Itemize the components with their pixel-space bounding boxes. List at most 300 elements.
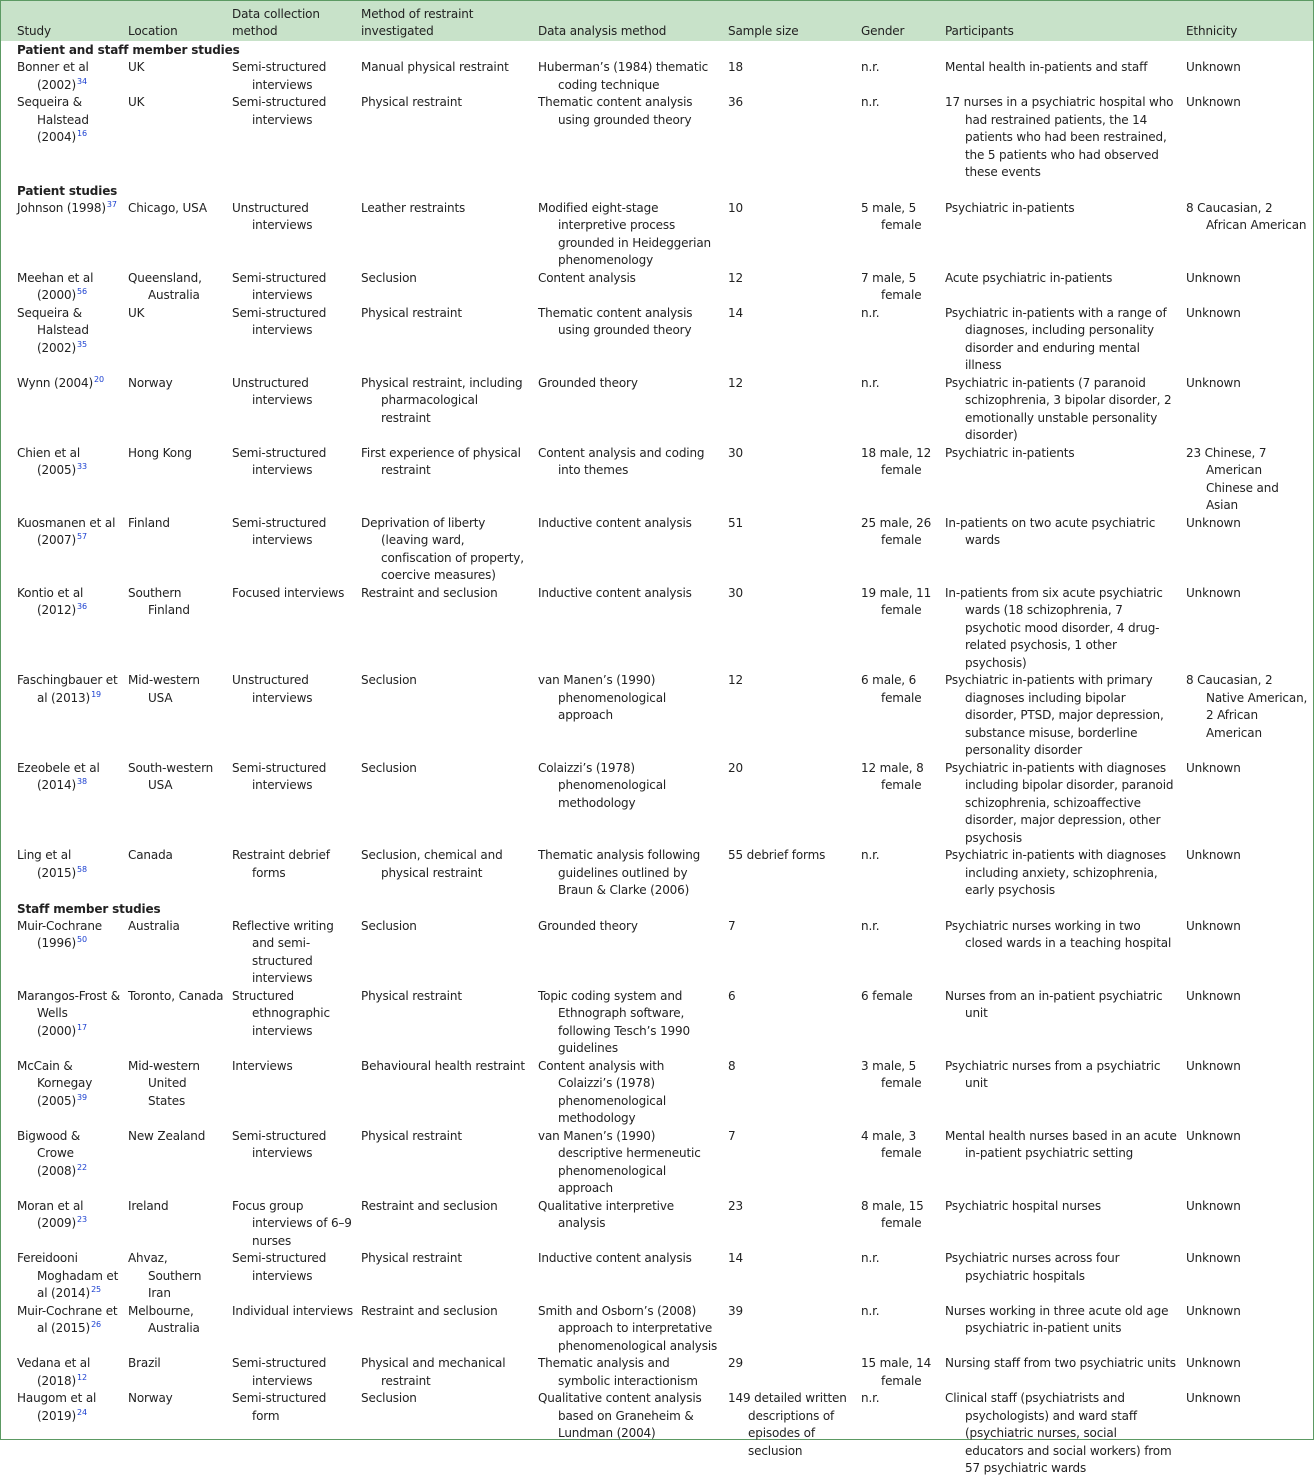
cell-collection [228,375,357,445]
cell-text: Ireland [128,1198,169,1213]
table-row [1,760,1313,848]
col-header-ethnicity: Ethnicity [1186,24,1238,38]
cell-restraint [357,1250,534,1303]
cell-analysis [534,847,724,900]
cell-text: Semi-structured interviews [232,95,327,127]
cell-sample [724,1058,857,1128]
cell-text: 7 [728,1128,736,1143]
cell-gender [857,1250,941,1303]
cell-text: Restraint and seclusion [361,1303,498,1318]
reference-link[interactable]: 35 [77,339,87,349]
cell-participants [941,200,1182,270]
cell-text: Semi-structured interviews [232,1356,327,1388]
table-row [1,672,1313,760]
cell-location [124,918,228,988]
cell-location [124,1355,228,1390]
cell-sample [724,270,857,305]
study-name: Johnson (1998) [17,200,106,215]
cell-text [17,1390,120,1425]
table-row [1,270,1313,305]
reference-link[interactable]: 36 [77,602,87,611]
cell-participants [941,445,1182,515]
cell-participants [941,760,1182,848]
cell-analysis [534,1355,724,1390]
cell-study [1,94,124,182]
cell-gender [857,1198,941,1251]
cell-location [124,59,228,94]
cell-text: Physical restraint, including pharmacological restraint [361,375,523,425]
cell-study [1,1303,124,1356]
cell-text: Thematic content analysis using grounded theory [538,95,693,127]
cell-study [1,1250,124,1303]
study-name: Kuosmanen et al (2007) [17,515,116,547]
cell-location [124,988,228,1058]
study-name: Faschingbauer et al (2013) [17,673,118,705]
cell-text: 10 [728,200,743,215]
table-row [1,305,1313,375]
studies-table [1,1,1313,1478]
cell-text: Psychiatric nurses working in two closed wards in a teaching hospital [945,918,1172,950]
cell-gender [857,1128,941,1198]
cell-study [1,1058,124,1128]
cell-text [17,305,120,358]
cell-participants [941,988,1182,1058]
table-row [1,1390,1313,1478]
cell-collection [228,847,357,900]
cell-text: Structured ethnographic interviews [232,988,330,1038]
cell-restraint [357,988,534,1058]
cell-location [124,847,228,900]
study-name: Fereidooni Moghadam et al (2014) [17,1251,119,1300]
study-name: Haugom et al (2019) [17,1391,97,1423]
table-row [1,200,1313,270]
table-row [1,445,1313,515]
cell-text [17,918,120,953]
cell-analysis [534,515,724,585]
cell-restraint [357,1303,534,1356]
cell-sample [724,672,857,760]
cell-location [124,515,228,585]
cell-text: Unknown [1186,1251,1241,1265]
cell-sample [724,515,857,585]
cell-collection [228,515,357,585]
cell-collection [228,305,357,375]
cell-collection [228,1355,357,1390]
cell-participants [941,672,1182,760]
cell-text: Content analysis with Colaizzi’s (1978) phenomenological methodology [538,1058,667,1125]
cell-collection [228,760,357,848]
cell-participants [941,1128,1182,1198]
reference-link[interactable]: 25 [91,1285,101,1294]
cell-analysis [534,1390,724,1478]
cell-analysis [534,760,724,848]
cell-gender [857,1390,941,1478]
cell-location [124,585,228,673]
cell-text: 25 male, 26 female [861,515,932,547]
cell-gender [857,94,941,182]
cell-restraint [357,515,534,585]
study-name: Sequeira & Halstead (2002) [17,305,89,355]
cell-sample [724,59,857,94]
cell-participants [941,1250,1182,1303]
cell-gender [857,375,941,445]
cell-ethnicity [1182,1250,1313,1303]
cell-location [124,672,228,760]
cell-restraint [357,918,534,988]
cell-gender [857,445,941,515]
col-header-study: Study [17,24,51,38]
study-name: Bigwood & Crowe (2008) [17,1128,81,1178]
cell-study [1,200,124,270]
reference-link[interactable]: 57 [77,532,87,541]
cell-collection [228,1198,357,1251]
cell-sample [724,1198,857,1251]
cell-collection [228,1250,357,1303]
cell-analysis [534,375,724,445]
cell-text: Restraint debrief forms [232,848,330,880]
cell-text: Manual physical restraint [361,60,509,74]
cell-text: Interviews [232,1058,293,1073]
cell-participants [941,847,1182,900]
study-name: Ezeobele et al (2014) [17,760,100,792]
cell-text: South-western USA [128,760,214,792]
cell-text: Queensland, Australia [128,270,202,302]
cell-gender [857,515,941,585]
cell-collection [228,94,357,182]
cell-text: Psychiatric in-patients with diagnoses including bipolar disorder, paranoid schizophrenia, schizoaffective disorder, major depression, other psychosis [945,760,1174,845]
reference-link[interactable]: 33 [77,462,87,471]
cell-ethnicity [1182,1198,1313,1251]
cell-text [17,1355,120,1390]
cell-participants [941,1390,1182,1478]
reference-link[interactable]: 37 [106,199,117,209]
cell-text: Southern Finland [128,585,190,617]
cell-ethnicity [1182,200,1313,270]
study-name: Meehan et al (2000) [17,270,94,302]
cell-restraint [357,1390,534,1478]
cell-text: 23 Chinese, 7 American Chinese and Asian [1186,445,1279,512]
cell-text: n.r. [861,918,880,933]
cell-ethnicity [1182,585,1313,673]
cell-ethnicity [1182,918,1313,988]
cell-collection [228,445,357,515]
cell-participants [941,515,1182,585]
cell-text: 12 [728,375,743,390]
cell-ethnicity [1182,305,1313,375]
cell-gender [857,918,941,988]
cell-collection [228,1128,357,1198]
table-row [1,94,1313,182]
cell-text: Focused interviews [232,585,345,600]
cell-text: Physical restraint [361,305,462,320]
cell-text: Reflective writing and semi-structured interviews [232,918,334,985]
cell-text: Unknown [1186,270,1241,285]
cell-text: 17 nurses in a psychiatric hospital who had restrained patients, the 14 patients who had been restrained, the 5 patients who had observed these events [945,95,1174,179]
cell-text: Unknown [1186,1058,1241,1073]
cell-text: Inductive content analysis [538,1251,692,1265]
cell-text: Seclusion [361,270,417,285]
cell-study [1,515,124,585]
cell-text: Deprivation of liberty (leaving ward, confiscation of property, coercive measures) [361,515,524,582]
cell-text: Unknown [1186,760,1241,775]
cell-text [17,988,120,1041]
cell-text: Acute psychiatric in-patients [945,270,1113,285]
cell-text: Focus group interviews of 6–9 nurses [232,1198,352,1248]
cell-sample [724,375,857,445]
cell-text: In-patients from six acute psychiatric wards (18 schizophrenia, 7 psychotic mood disorder, 4 drug-related psychosis, 1 other psychosis) [945,585,1163,670]
cell-text: 8 Caucasian, 2 Native American, 2 African American [1186,673,1308,740]
cell-sample [724,1303,857,1356]
cell-restraint [357,1058,534,1128]
cell-restraint [357,672,534,760]
cell-text [17,375,120,393]
cell-collection [228,1303,357,1356]
reference-link[interactable]: 34 [77,76,87,86]
cell-text: Clinical staff (psychiatrists and psychologists) and ward staff (psychiatric nurses, social educators and social workers) from 57 psychiatric wards [945,1391,1172,1475]
table-row [1,918,1313,988]
col-header-collection: Data collection method [232,7,320,38]
cell-text: Semi-structured interviews [232,515,327,547]
cell-gender [857,988,941,1058]
cell-text [17,847,120,882]
cell-text: Psychiatric nurses from a psychiatric unit [945,1058,1161,1090]
cell-text: 8 Caucasian, 2 African American [1186,200,1307,232]
cell-location [124,200,228,270]
cell-text: Smith and Osborn’s (2008) approach to interpretative phenomenological analysis [538,1303,718,1353]
section-title: Patient and staff member studies [17,43,240,57]
table-row [1,988,1313,1058]
cell-text: 149 detailed written descriptions of episodes of seclusion [728,1391,847,1458]
cell-analysis [534,672,724,760]
cell-sample [724,1390,857,1478]
cell-sample [724,445,857,515]
cell-text: Physical restraint [361,1128,462,1143]
cell-ethnicity [1182,847,1313,900]
reference-link[interactable]: 19 [91,689,101,699]
cell-analysis [534,200,724,270]
cell-text: UK [128,95,145,109]
study-name: Ling et al (2015) [17,848,77,880]
reference-link[interactable]: 16 [77,129,87,138]
cell-ethnicity [1182,59,1313,94]
cell-sample [724,918,857,988]
study-name: Muir-Cochrane (1996) [17,918,103,950]
cell-study [1,760,124,848]
cell-text [17,515,120,550]
cell-location [124,1058,228,1128]
study-name: Kontio et al (2012) [17,585,84,617]
section-header-row [1,41,1313,59]
cell-text: Unknown [1186,585,1241,600]
cell-participants [941,305,1182,375]
cell-participants [941,585,1182,673]
cell-text: 12 [728,673,743,687]
cell-text: 7 [728,918,736,933]
cell-participants [941,1303,1182,1356]
cell-text: 30 [728,585,743,600]
cell-study [1,585,124,673]
reference-link[interactable]: 58 [77,864,87,874]
cell-text: Colaizzi’s (1978) phenomenological methodology [538,760,667,810]
reference-link[interactable]: 12 [77,1372,87,1382]
cell-text: Mental health nurses based in an acute in-patient psychiatric setting [945,1128,1177,1160]
cell-text: Norway [128,1391,173,1405]
table-row [1,515,1313,585]
cell-text: In-patients on two acute psychiatric wards [945,515,1156,547]
reference-link[interactable]: 22 [77,1162,87,1172]
table-row [1,585,1313,673]
cell-collection [228,200,357,270]
reference-link[interactable]: 23 [77,1215,87,1224]
cell-text [17,94,120,147]
cell-text: van Manen’s (1990) phenomenological approach [538,673,667,722]
cell-text: Semi-structured interviews [232,1128,327,1160]
cell-text: 8 male, 15 female [861,1198,924,1230]
table-row [1,1303,1313,1356]
cell-restraint [357,1198,534,1251]
study-name: McCain & Kornegay (2005) [17,1058,93,1108]
cell-analysis [534,445,724,515]
cell-text: Psychiatric in-patients with a range of diagnoses, including personality disorder and enduring mental illness [945,305,1167,372]
cell-collection [228,918,357,988]
cell-text: Unstructured interviews [232,200,313,232]
reference-link[interactable]: 24 [77,1407,87,1417]
cell-sample [724,585,857,673]
cell-gender [857,200,941,270]
cell-location [124,1303,228,1356]
reference-link[interactable]: 38 [77,777,87,786]
cell-text: Mid-western United States [128,1058,200,1108]
cell-analysis [534,94,724,182]
study-name: Wynn (2004) [17,375,94,390]
section-title: Staff member studies [17,901,161,916]
cell-ethnicity [1182,445,1313,515]
cell-sample [724,760,857,848]
cell-text: Restraint and seclusion [361,585,498,600]
cell-text: van Manen’s (1990) descriptive hermeneutic phenomenological approach [538,1128,701,1195]
reference-link[interactable]: 50 [77,935,87,944]
cell-collection [228,270,357,305]
cell-text: Unknown [1186,1356,1241,1370]
cell-analysis [534,585,724,673]
cell-text [17,585,120,620]
cell-analysis [534,918,724,988]
cell-collection [228,1058,357,1128]
section-header-row [1,900,1313,918]
cell-text: 5 male, 5 female [861,200,922,232]
cell-text: Toronto, Canada [128,988,224,1003]
cell-participants [941,1198,1182,1251]
cell-sample [724,200,857,270]
table-row [1,1355,1313,1390]
cell-text [17,1058,120,1111]
cell-sample [724,1128,857,1198]
cell-study [1,988,124,1058]
col-header-sample: Sample size [728,24,799,38]
cell-text: Qualitative content analysis based on Graneheim & Lundman (2004) [538,1391,702,1440]
cell-text: Physical restraint [361,988,462,1003]
cell-text: 29 [728,1356,743,1370]
cell-restraint [357,305,534,375]
cell-ethnicity [1182,1303,1313,1356]
cell-gender [857,847,941,900]
cell-study [1,1198,124,1251]
cell-text: Canada [128,848,173,862]
cell-text: UK [128,60,145,74]
cell-text: 6 female [861,988,913,1003]
cell-text: Seclusion [361,673,417,687]
cell-participants [941,918,1182,988]
col-header-gender: Gender [861,24,905,38]
cell-text: Semi-structured interviews [232,1251,327,1283]
cell-location [124,445,228,515]
cell-text: Psychiatric hospital nurses [945,1198,1101,1213]
reference-link[interactable]: 20 [94,374,104,384]
cell-ethnicity [1182,270,1313,305]
reference-link[interactable]: 17 [77,1022,87,1032]
cell-text: Psychiatric nurses across four psychiatric hospitals [945,1251,1120,1283]
cell-study [1,270,124,305]
table-row [1,847,1313,900]
col-header-participants: Participants [945,24,1014,38]
cell-text [17,760,120,795]
cell-restraint [357,94,534,182]
cell-text: 6 [728,988,736,1003]
cell-location [124,94,228,182]
cell-text: Restraint and seclusion [361,1198,498,1213]
section-title: Patient studies [17,183,118,198]
cell-text: Seclusion, chemical and physical restraint [361,848,503,880]
cell-text: Inductive content analysis [538,585,692,600]
cell-ethnicity [1182,988,1313,1058]
header-row [1,1,1313,41]
cell-text: New Zealand [128,1128,206,1143]
reference-link[interactable]: 56 [77,287,87,296]
cell-text: First experience of physical restraint [361,445,521,477]
cell-text: Unknown [1186,515,1241,530]
cell-location [124,1128,228,1198]
cell-text: Content analysis [538,270,636,285]
cell-location [124,1390,228,1478]
cell-text: n.r. [861,848,880,862]
section-header-row [1,182,1313,200]
cell-sample [724,1250,857,1303]
table-row [1,1058,1313,1128]
cell-text: Melbourne, Australia [128,1303,200,1335]
table-row [1,59,1313,94]
cell-text: Semi-structured interviews [232,445,327,477]
cell-text [17,270,120,305]
cell-sample [724,847,857,900]
cell-text: Semi-structured form [232,1391,327,1423]
cell-text: Seclusion [361,918,417,933]
cell-text: Huberman’s (1984) thematic coding technique [538,60,709,92]
cell-study [1,375,124,445]
reference-link[interactable]: 39 [77,1092,87,1102]
reference-link[interactable]: 26 [91,1320,101,1329]
cell-text: Inductive content analysis [538,515,692,530]
cell-ethnicity [1182,375,1313,445]
cell-text: Topic coding system and Ethnograph software, following Tesch’s 1990 guidelines [538,988,691,1055]
cell-text: 6 male, 6 female [861,673,922,705]
cell-text: Unknown [1186,848,1241,862]
cell-sample [724,1355,857,1390]
cell-ethnicity [1182,94,1313,182]
cell-text: 39 [728,1303,743,1318]
cell-text: Qualitative interpretive analysis [538,1198,675,1230]
cell-text [17,1303,120,1338]
cell-text: 23 [728,1198,743,1213]
